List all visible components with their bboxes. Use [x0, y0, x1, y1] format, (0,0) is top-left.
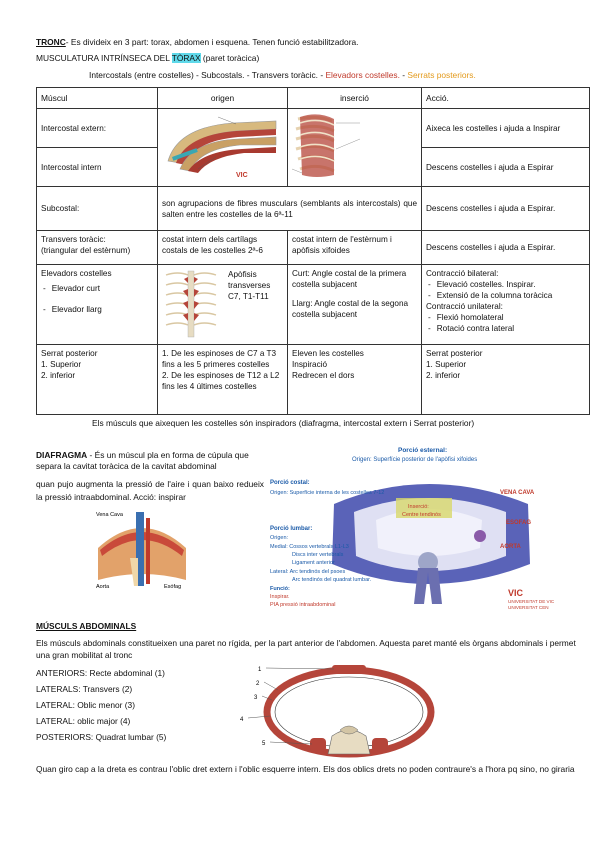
header-insertion: inserció [288, 88, 422, 109]
action-title: Contracció bilateral: [426, 269, 499, 278]
list-item [36, 697, 166, 713]
esofag-label: Esófag [164, 584, 182, 590]
section-highlight: TÒRAX [171, 53, 201, 63]
action-list [426, 312, 585, 334]
table-row [37, 109, 590, 148]
cell-origin [158, 265, 288, 345]
cell-action: Descens costelles i ajuda a Espirar [422, 148, 590, 187]
list-item [36, 665, 166, 681]
table-row [37, 231, 590, 265]
ribcage-figure-cell [288, 109, 422, 187]
list-item: - Flexió homolateral [440, 312, 585, 323]
intro-text: - Es divideix en 3 part: torax, abdomen i esquena. Tenen funció estabilitzadora. [65, 37, 359, 47]
porcio-lumbar: Porció lumbar: [270, 526, 313, 532]
muscle-sublist [41, 283, 153, 315]
table-row [37, 345, 590, 415]
item-value: : oblic major (4) [72, 716, 131, 726]
vena-cava-diagram-label: VENA CAVA [500, 490, 535, 496]
diafragma-action: quan pujo augmenta la pressió de l'aire i quan baixo redueix la pressió intraabdominal. Acció: inspirar [36, 479, 264, 502]
item-value: : Transvers (2) [78, 684, 133, 694]
cell-insertion [288, 265, 422, 345]
lateral-text-2: Arc tendinós del quadrat lumbar. [292, 577, 372, 583]
cell-muscle [37, 345, 158, 415]
list-sep: - [399, 70, 408, 80]
cell-insertion [288, 345, 422, 415]
intercostal-figure [158, 109, 287, 183]
cell-origin: costat intern dels cartílags costals de les costelles 2ª-6 [158, 231, 288, 265]
porcio-costal: Porció costal: [270, 480, 310, 486]
action-title: Contracció unilateral: [426, 302, 503, 311]
diafragma-small-figure [94, 508, 190, 590]
item-label: POSTERIORS [36, 732, 91, 742]
action-part: 1. Superior [426, 360, 467, 369]
vena-cava-label: Vena Cava [96, 512, 123, 518]
list-item [36, 681, 166, 697]
number-label: 5 [262, 741, 266, 747]
muscle-name: Serrat posterior [41, 349, 98, 358]
action-part: 2. inferior [426, 371, 461, 380]
table-row [37, 265, 590, 345]
cell-origin [158, 345, 288, 415]
muscle-name: Elevadors costelles [41, 269, 112, 278]
insercio-label: Inserció: [408, 504, 429, 510]
cell-muscle: Intercostal intern [37, 148, 158, 187]
cell-insertion: costat intern de l'estèrnum i apòfisis xifoides [288, 231, 422, 265]
item-label: ANTERIORS [36, 668, 85, 678]
muscle-list [89, 69, 476, 81]
action-part: Serrat posterior [426, 349, 483, 358]
centre-label: Centre tendinós [402, 512, 441, 518]
spine-figure [164, 269, 218, 339]
action-list [426, 279, 585, 301]
section-suffix: (paret toràcica) [200, 53, 260, 63]
cell-muscle [37, 265, 158, 345]
aorta-label: Aorta [96, 584, 110, 590]
item-label: LATERALS [36, 684, 79, 694]
diafragma-title: DIAFRAGMA [36, 450, 88, 460]
header-action: Acció. [422, 88, 590, 109]
list-orange: Serrats posteriors. [407, 70, 476, 80]
insertion-part: Redrecen el dors [292, 371, 355, 380]
muscle-part: 2. inferior [41, 371, 76, 380]
diafragma-intro [36, 450, 268, 472]
funcio-1: Inspirar. [270, 594, 290, 600]
uvic-line-2: UNIVERSITAT CEN [508, 605, 549, 610]
origin-part: 2. De les espinoses de T12 a L2 fins les 4 últimes costelles [162, 371, 280, 391]
origen-costal: Origen: Superfície interna de les costelles 7-12 [270, 490, 385, 496]
number-label: 1 [258, 667, 262, 673]
ribcage-figure [288, 109, 421, 183]
origin-text: Apòfisis transverses C7, T1-T11 [228, 270, 271, 301]
item-value: : Oblic menor (3) [72, 700, 135, 710]
cell-action: Aixeca les costelles i ajuda a Inspirar [422, 109, 590, 148]
muscle-part: 1. Superior [41, 360, 82, 369]
esofag-diagram-label: ESOFAG [506, 520, 532, 526]
table-header-row [37, 88, 590, 109]
intro-line [36, 36, 358, 48]
list-item [36, 729, 166, 745]
insertion-part: Eleven les costelles [292, 349, 364, 358]
cell-muscle: Intercostal extern: [37, 109, 158, 148]
closing-text: Quan giro cap a la dreta es contrau l'oblic dret extern i l'oblic esquerre intern. Els dos oblics drets no poden contraure's a l'hora pq sino, no giraria [36, 764, 575, 774]
abdominals-text: Els músculs abdominals constitueixen una paret no rígida, per la part anterior de l'abdomen. Aquesta paret manté els òrgans abdominals i permet una gran mobilitat al tronc [36, 638, 576, 660]
cell-action [422, 345, 590, 415]
cell-muscle: Subcostal: [37, 187, 158, 231]
intro-title: TRONC [36, 37, 66, 47]
item-value: : Quadrat lumbar (5) [90, 732, 167, 742]
cell-action: Descens costelles i ajuda a Espirar. [422, 187, 590, 231]
abdominals-title: MÚSCULS ABDOMINALS [36, 621, 137, 631]
section-title [36, 52, 259, 64]
section-prefix: MUSCULATURA INTRÍNSECA DEL [36, 53, 172, 63]
porcio-esternal: Porció esternal: [398, 447, 448, 454]
aorta-diagram-label: AORTA [500, 544, 521, 550]
cell-action: Descens costelles i ajuda a Espirar. [422, 231, 590, 265]
number-label: 4 [240, 717, 244, 723]
funcio-2: PIA pressió intraabdominal [270, 602, 336, 608]
funcio-title: Funció: [270, 586, 290, 592]
list-item: - Elevació costelles. Inspirar. [440, 279, 585, 290]
lateral-text: Lateral: Arc tendinós del psoes [270, 569, 346, 575]
origen-esternal: Origen: Superfície posterior de l'apòfisi xifoides [352, 457, 478, 463]
diafragma-text: - És un múscul pla en forma de cúpula que separa la cavitat toràcica de la cavitat abdominal [36, 450, 249, 471]
list-red: Elevadors costelles. [325, 70, 400, 80]
list-item: - Elevador curt [55, 283, 153, 294]
origin-part: 1. De les espinoses de C7 a T3 fins a les 5 primeres costelles [162, 349, 277, 369]
number-label: 3 [254, 695, 258, 701]
uvic-line-1: UNIVERSITAT DE VIC [508, 599, 555, 604]
abdominal-section-figure [236, 660, 436, 760]
inspirators-note: Els músculs que aixequen les costelles són inspiradors (diafragma, intercostal extern i Serrat posterior) [92, 418, 475, 428]
header-muscle: Múscul [37, 88, 158, 109]
medial-text-2: Discs inter vertebrals [292, 552, 344, 558]
insertion-long: Llarg: Angle costal de la segona costella subjacent [292, 299, 409, 319]
list-item [36, 713, 166, 729]
insertion-short: Curt: Angle costal de la primera costella subjacent [292, 269, 407, 289]
number-label: 2 [256, 681, 260, 687]
origen-lumbar: Origen: [270, 535, 289, 541]
uvic-logo: VIC [508, 588, 524, 598]
muscle-name: Transvers toràcic: [41, 235, 106, 244]
cell-muscle [37, 231, 158, 265]
list-item: - Elevador llarg [55, 304, 153, 315]
list-item: - Extensió de la columna toràcica [440, 290, 585, 301]
item-label: LATERAL [36, 716, 73, 726]
muscle-note: (triangular del estèrnum) [41, 246, 131, 255]
list-item: - Rotació contra lateral [440, 323, 585, 334]
abdominals-list [36, 665, 166, 745]
item-label: LATERAL [36, 700, 73, 710]
cell-description: son agrupacions de fibres musculars (semblants als intercostals) que salten entre les costelles de la 6ª-11 [158, 187, 422, 231]
vic-logo-text: VIC [236, 172, 248, 179]
medial-text: Medial: Cossos vertebrals L1-L3 [270, 544, 349, 550]
header-origin: origen [158, 88, 288, 109]
list-plain: Intercostals (entre costelles) - Subcostals. - Transvers toràcic. - [89, 70, 326, 80]
diafragma-diagram [268, 444, 588, 614]
table-row [37, 187, 590, 231]
insertion-part: Inspiració [292, 360, 328, 369]
intercostal-figure-cell [158, 109, 288, 187]
medial-text-3: Ligament anterior [292, 560, 335, 566]
cell-action [422, 265, 590, 345]
muscle-table [36, 87, 590, 415]
item-value: : Recte abdominal (1) [84, 668, 165, 678]
